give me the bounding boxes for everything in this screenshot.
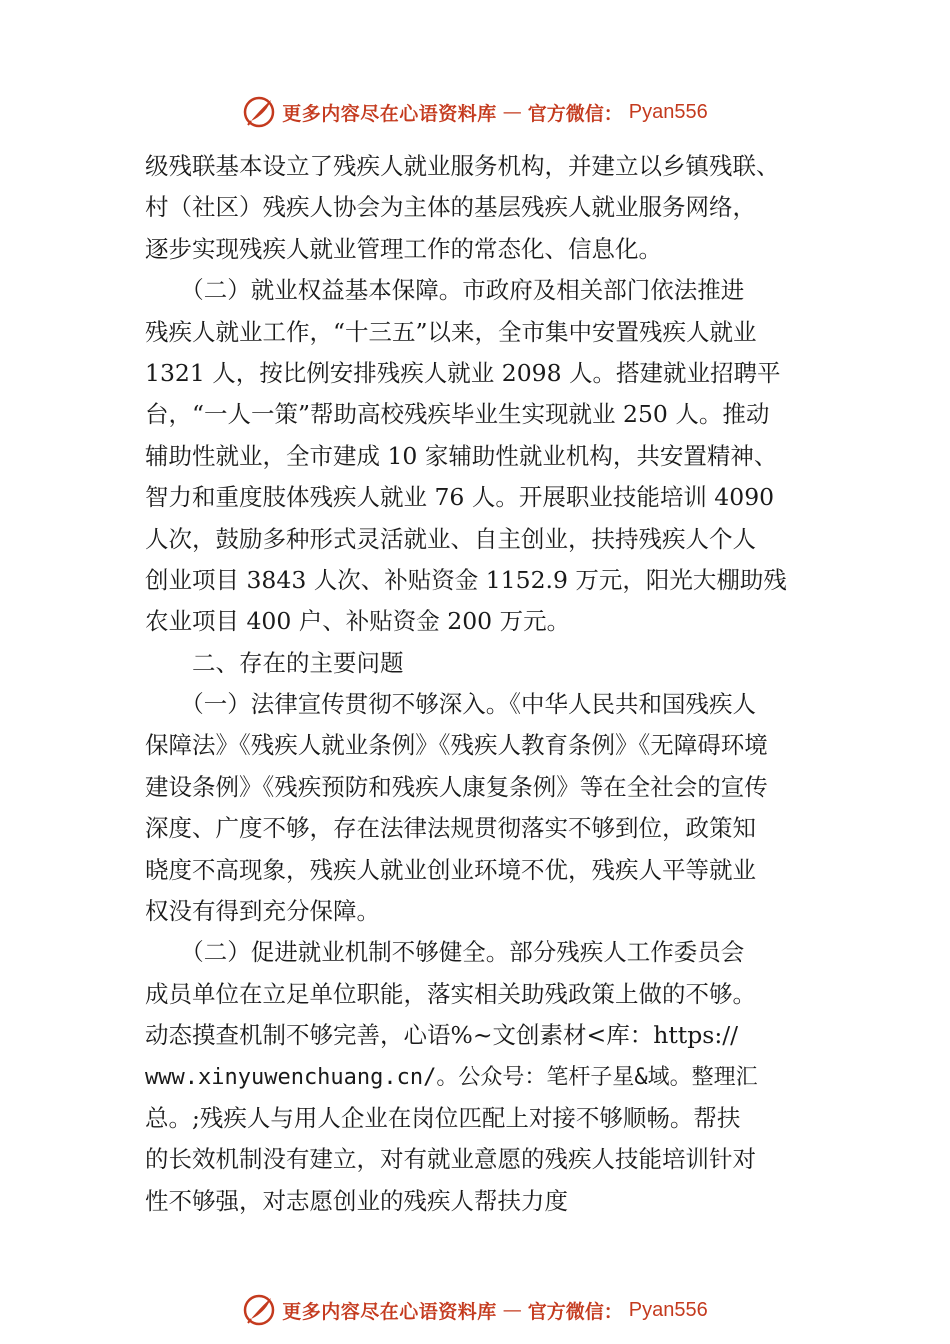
body-line: 农业项目 400 户、补贴资金 200 万元。 (145, 607, 571, 636)
body-line: 成员单位在立足单位职能，落实相关助残政策上做的不够。 (145, 979, 756, 1008)
body-line: （二）就业权益基本保障。市政府及相关部门依法推进 (145, 276, 745, 305)
body-line: 的长效机制没有建立，对有就业意愿的残疾人技能培训针对 (145, 1145, 756, 1174)
document-body (145, 146, 815, 1222)
banner-dash: — (502, 101, 522, 123)
section-heading: 二、存在的主要问题 (145, 648, 404, 677)
body-line: （二）促进就业机制不够健全。部分残疾人工作委员会 (145, 938, 745, 967)
banner-wechat-label: 官方微信： (527, 1300, 623, 1323)
banner-wechat-label: 官方微信： (527, 102, 623, 125)
body-line: 深度、广度不够，存在法律法规贯彻落实不够到位，政策知 (145, 814, 756, 843)
body-line: 残疾人就业工作，“十三五”以来，全市集中安置残疾人就业 (145, 317, 757, 346)
banner-wechat-id: Pyan556 (628, 100, 708, 123)
body-line: 创业项目 3843 人次、补贴资金 1152.9 万元，阳光大棚助残 (145, 565, 787, 594)
footer-banner (0, 1290, 950, 1330)
body-line: 人次，鼓励多种形式灵活就业、自主创业，扶持残疾人个人 (145, 524, 756, 553)
body-line-url: www.xinyuwenchuang.cn/。公众号：笔杆子星&域。整理汇 (145, 1064, 758, 1090)
body-line: 台，“一人一策”帮助高校残疾毕业生实现就业 250 人。推动 (145, 400, 770, 429)
body-line: 1321 人，按比例安排残疾人就业 2098 人。搭建就业招聘平 (145, 358, 781, 387)
body-line: 辅助性就业，全市建成 10 家辅助性就业机构，共安置精神、 (145, 441, 778, 470)
quill-pen-logo-icon (242, 95, 276, 129)
body-line: 权没有得到充分保障。 (145, 897, 380, 926)
body-line: 晓度不高现象，残疾人就业创业环境不优，残疾人平等就业 (145, 855, 756, 884)
body-line: （一）法律宣传贯彻不够深入。《中华人民共和国残疾人 (145, 690, 756, 719)
body-line: 保障法》《残疾人就业条例》《残疾人教育条例》《无障碍环境 (145, 731, 768, 760)
banner-brand-text: 更多内容尽在心语资料库 (282, 1300, 497, 1323)
body-line: 建设条例》《残疾预防和残疾人康复条例》等在全社会的宣传 (145, 772, 768, 801)
banner-dash: — (502, 1299, 522, 1321)
quill-pen-logo-icon (242, 1293, 276, 1327)
body-line: 性不够强，对志愿创业的残疾人帮扶力度 (145, 1186, 568, 1215)
header-banner (0, 92, 950, 132)
body-line: 动态摸查机制不够完善，心语%~文创素材<库：https:// (145, 1021, 739, 1050)
banner-brand-text: 更多内容尽在心语资料库 (282, 102, 497, 125)
body-line: 总。;残疾人与用人企业在岗位匹配上对接不够顺畅。帮扶 (145, 1103, 741, 1132)
body-line: 村（社区）残疾人协会为主体的基层残疾人就业服务网络， (145, 193, 756, 222)
body-line: 逐步实现残疾人就业管理工作的常态化、信息化。 (145, 234, 662, 263)
banner-wechat-id: Pyan556 (628, 1298, 708, 1321)
body-line: 级残联基本设立了残疾人就业服务机构，并建立以乡镇残联、 (145, 152, 780, 180)
body-line: 智力和重度肢体残疾人就业 76 人。开展职业技能培训 4090 (145, 483, 775, 512)
